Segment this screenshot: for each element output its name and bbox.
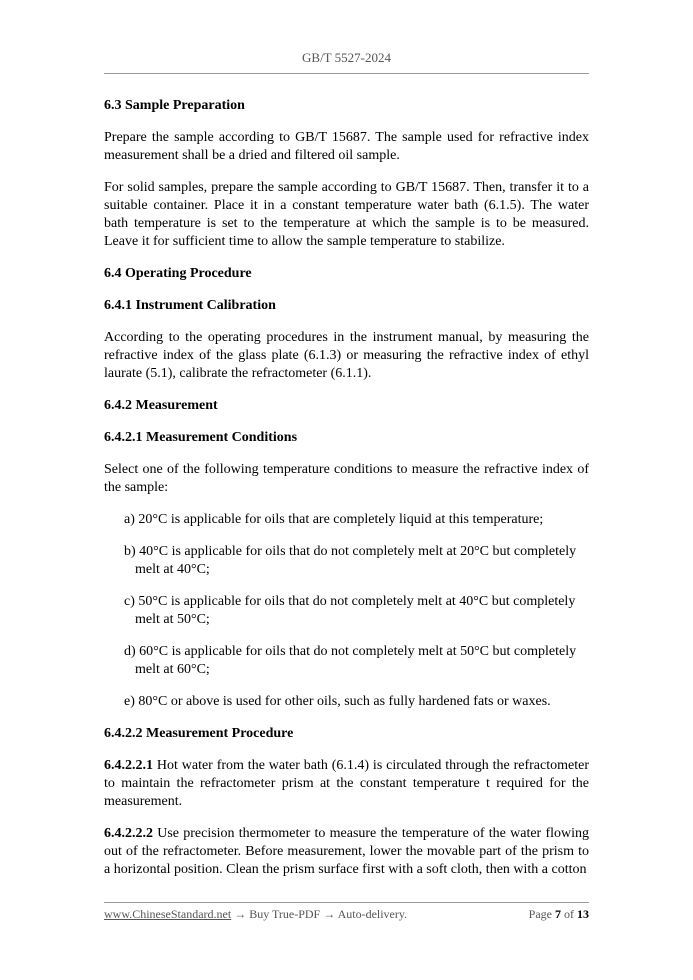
list-item-continuation: melt at 40°C;: [135, 562, 210, 577]
paragraph: [104, 757, 589, 811]
website-link[interactable]: www.ChineseStandard.net: [104, 907, 232, 921]
section-heading-6-4-2-2: 6.4.2.2 Measurement Procedure: [104, 726, 294, 741]
footer-divider: [104, 902, 589, 903]
section-heading-6-4-2: 6.4.2 Measurement: [104, 398, 218, 413]
footer-tagline: → Buy True-PDF → Auto-delivery.: [231, 907, 408, 921]
page-content: [104, 97, 589, 879]
section-heading-6-3: 6.3 Sample Preparation: [104, 98, 245, 113]
page-label: Page: [528, 907, 552, 921]
paragraph: For solid samples, prepare the sample according to GB/T 15687. Then, transfer it to a suitable container. Place it in a constant temperature water bath (6.1.5). The water bath temperature is set to the temperature at which the sample is to be measured. Leave it for sufficient time to allow the sample temperature to stabilize.: [104, 180, 589, 249]
list-item-continuation: melt at 50°C;: [135, 612, 210, 627]
list-item-text: d) 60°C is applicable for oils that do not completely melt at 50°C but completely: [124, 644, 577, 659]
list-item-text: c) 50°C is applicable for oils that do not completely melt at 40°C but completely: [124, 594, 576, 609]
section-heading-6-4-2-1: 6.4.2.1 Measurement Conditions: [104, 430, 298, 445]
paragraph: Select one of the following temperature conditions to measure the refractive index of the sample:: [104, 462, 589, 495]
section-heading-6-4-1: 6.4.1 Instrument Calibration: [104, 298, 276, 313]
page-footer: [104, 907, 589, 922]
page-total: 13: [577, 907, 589, 921]
list-item: [104, 543, 589, 579]
list-item-continuation: melt at 60°C;: [135, 662, 210, 677]
list-item-text: a) 20°C is applicable for oils that are completely liquid at this temperature;: [124, 512, 544, 527]
clause-text: Use precision thermometer to measure the temperature of the water flowing out of the refractometer. Before measurement, lower the movable part of the prism to a horizontal position. Clean the prism surface first with a soft cloth, then with a cotton: [104, 826, 589, 877]
paragraph: According to the operating procedures in the instrument manual, by measuring the refractive index of the glass plate (6.1.3) or measuring the refractive index of ethyl laurate (5.1), calibrate the refractometer (6.1.1).: [104, 330, 589, 381]
list-item-text: e) 80°C or above is used for other oils, such as fully hardened fats or waxes.: [124, 694, 551, 709]
page-number: [529, 907, 589, 922]
list-item: [104, 693, 589, 711]
header-divider: [104, 73, 589, 74]
section-heading-6-4: 6.4 Operating Procedure: [104, 266, 252, 281]
clause-number: 6.4.2.2.2: [104, 826, 153, 841]
page-of-label: of: [564, 907, 574, 921]
clause-text: Hot water from the water bath (6.1.4) is circulated through the refractometer to maintain the refractometer prism at the constant temperature t required for the measurement.: [104, 758, 589, 809]
footer-left: [104, 907, 407, 922]
paragraph: [104, 825, 589, 879]
clause-number: 6.4.2.2.1: [104, 758, 153, 773]
paragraph: Prepare the sample according to GB/T 15687. The sample used for refractive index measurement shall be a dried and filtered oil sample.: [104, 130, 589, 163]
list-item: [104, 511, 589, 529]
page-current: 7: [555, 907, 561, 921]
header-title: GB/T 5527-2024: [302, 50, 391, 65]
list-item: [104, 643, 589, 679]
list-item: [104, 593, 589, 629]
list-item-text: b) 40°C is applicable for oils that do not completely melt at 20°C but completely: [124, 544, 577, 559]
